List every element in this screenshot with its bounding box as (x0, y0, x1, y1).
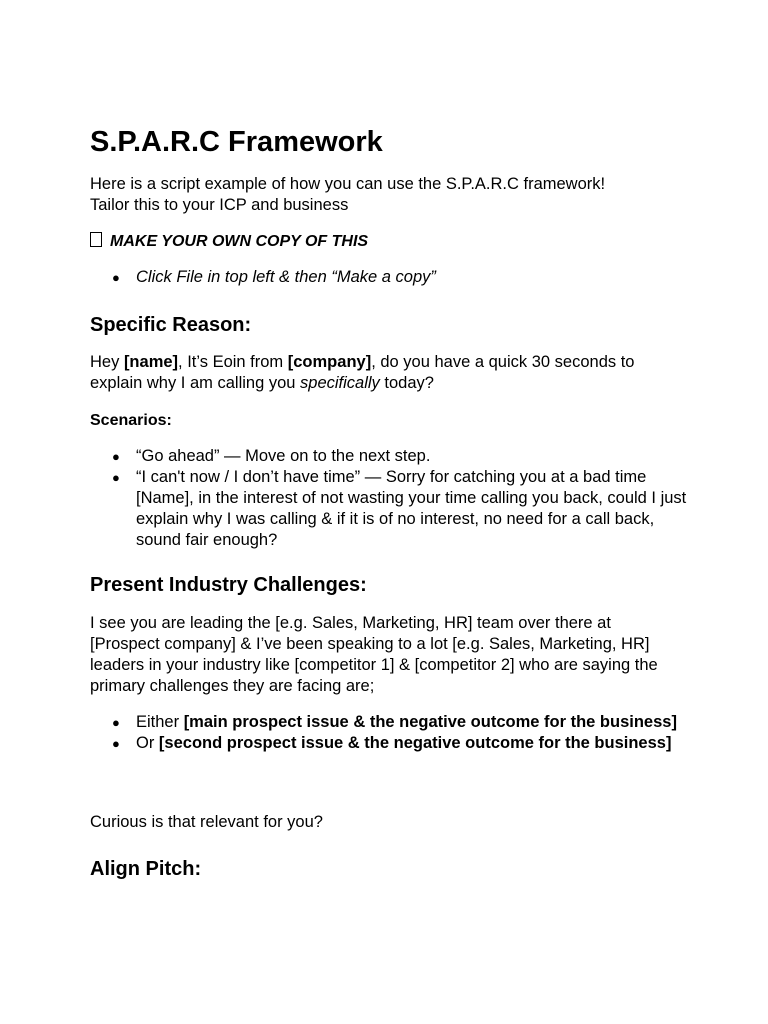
specific-reason-script (90, 352, 680, 394)
script-emphasis: specifically (300, 374, 380, 392)
bullet-icon: ● (112, 270, 120, 285)
bullet-icon: ● (112, 736, 120, 751)
list-item (90, 467, 690, 551)
challenges-paragraph: I see you are leading the [e.g. Sales, Marketing, HR] team over there at [Prospect company] & I’ve been speaking to a lot [e.g. Sales, Marketing, HR] leaders in your industry like [competitor 1] & [competitor 2] who are saying the primary challenges they are facing are; (90, 614, 658, 695)
list-item (90, 712, 690, 733)
script-text: today? (379, 374, 434, 392)
challenges-closing: Curious is that relevant for you? (90, 813, 323, 831)
scenario-text: “Go ahead” — Move on to the next step. (136, 447, 431, 465)
bullet-icon: ● (112, 470, 120, 485)
list-item (90, 267, 690, 288)
script-placeholder-company: [company] (287, 353, 372, 371)
bullet-icon: ● (112, 715, 120, 730)
challenges-list (90, 712, 690, 754)
challenge-prefix: Or (136, 734, 159, 752)
script-placeholder-name: [name] (123, 353, 179, 371)
challenge-text: [main prospect issue & the negative outcome for the business] (183, 713, 677, 731)
scenarios-label: Scenarios: (90, 412, 172, 429)
checkbox-icon (90, 232, 102, 247)
challenge-prefix: Either (136, 713, 184, 731)
copy-notice (90, 231, 680, 252)
list-item (90, 733, 690, 754)
script-text: , It’s Eoin from (178, 353, 288, 371)
script-text: , do you have a quick 30 seconds to explain why I am calling you (90, 353, 635, 392)
list-item (90, 446, 690, 467)
intro-line-1: Here is a script example of how you can use the S.P.A.R.C framework! (90, 175, 606, 193)
document-title: S.P.A.R.C Framework (90, 126, 383, 158)
intro-paragraph (90, 174, 680, 216)
copy-instruction-text: Click File in top left & then “Make a copy” (136, 268, 436, 286)
section-heading-present-challenges: Present Industry Challenges: (90, 574, 367, 596)
scenarios-list (90, 446, 690, 551)
script-text: Hey (90, 353, 124, 371)
copy-instruction-list (90, 267, 690, 288)
challenge-text: [second prospect issue & the negative outcome for the business] (158, 734, 672, 752)
section-heading-specific-reason: Specific Reason: (90, 314, 252, 336)
copy-notice-text: MAKE YOUR OWN COPY OF THIS (110, 233, 369, 250)
intro-line-2: Tailor this to your ICP and business (90, 196, 349, 214)
bullet-icon: ● (112, 449, 120, 464)
scenario-text: “I can't now / I don’t have time” — Sorry for catching you at a bad time [Name], in the interest of not wasting your time calling you back, could I just explain why I was calling & if it is of no interest, no need for a call back, sound fair enough? (136, 468, 687, 549)
section-heading-align-pitch: Align Pitch: (90, 858, 202, 880)
